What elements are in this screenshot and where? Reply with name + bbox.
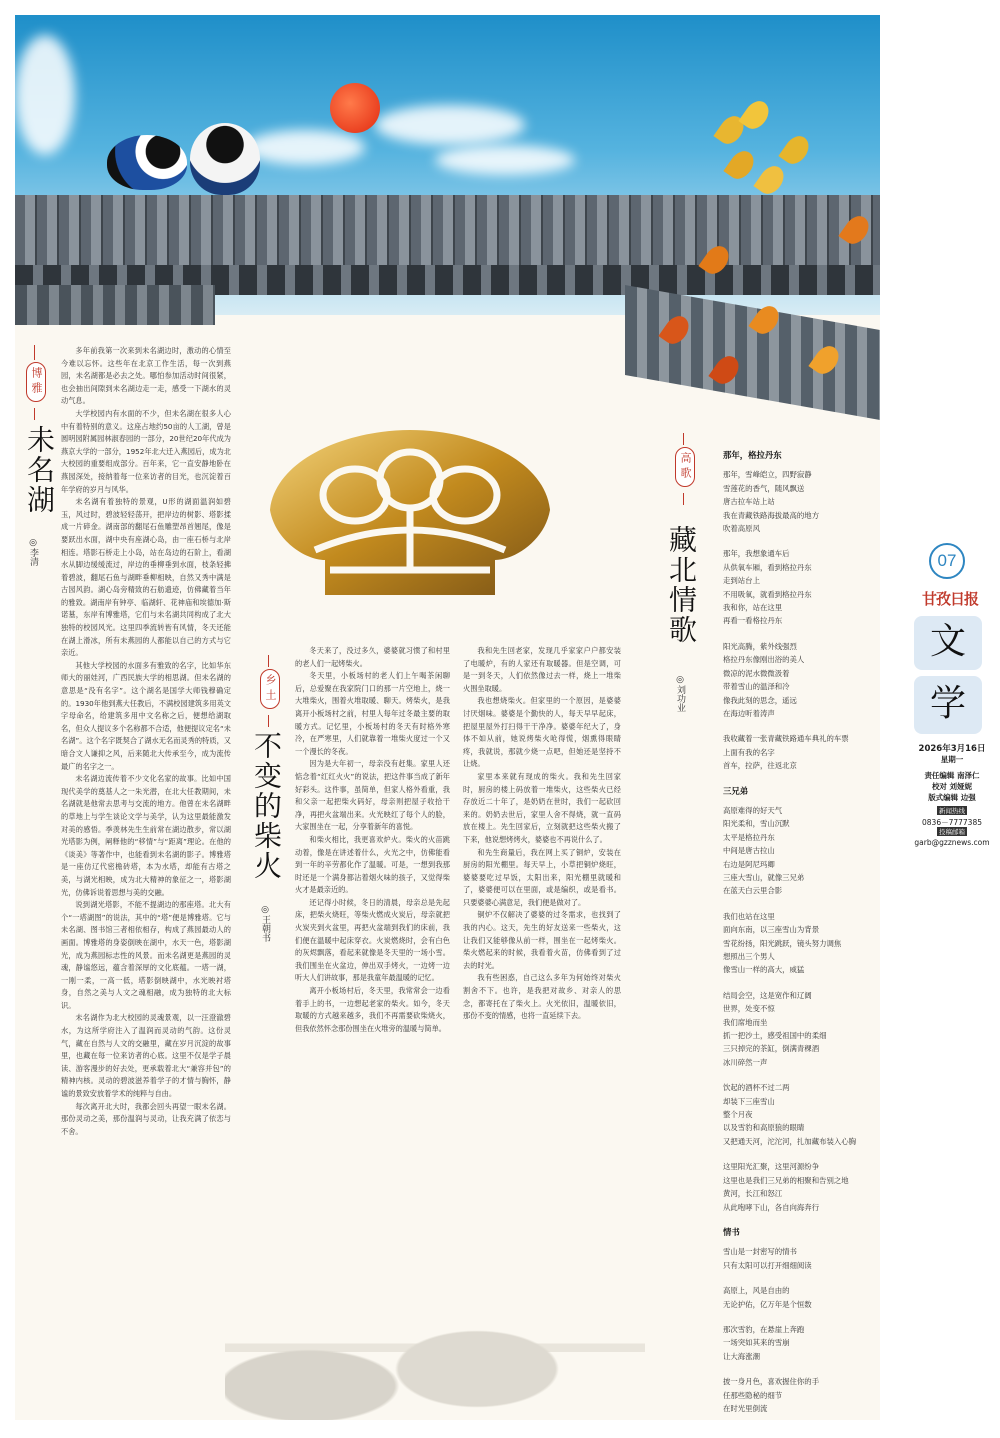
poem-column	[723, 443, 880, 1420]
poem-line: 上面有我的名字	[723, 747, 775, 757]
paragraph: 因为是大年初一，母亲没有赶集。家里人还惦念着“红红火火”的说法，把这件事当成了新年好彩头。这件事，虽简单，但家人格外看重，我和父亲一起把柴火码好，母亲则把屋子收拾干净，再把火盆端出来。火光映红了每个人的脸，大家围坐在一起，分享着新年的喜悦。	[295, 759, 450, 832]
poem-line: 太平是格拉丹东	[723, 832, 775, 842]
poem-line: 唐古拉车站上站	[723, 497, 775, 507]
hotline-label: 新闻热线	[939, 807, 965, 815]
poem-line: 冰川碎然一声	[723, 1057, 768, 1067]
poem-line: 右边是阿尼玛卿	[723, 859, 775, 869]
poem-heading: 情书	[723, 1226, 740, 1237]
article-body-weiminghu	[61, 345, 231, 1420]
editor-credit: 责任编辑 南泽仁	[924, 771, 980, 780]
poem-heading: 三兄弟	[723, 785, 749, 796]
poem-line: 那年，我想象通车后	[723, 549, 790, 559]
paragraph: 冬天来了，没过多久，婆婆就习惯了和村里的老人们一起烤柴火。	[295, 646, 450, 668]
landscape-sketch	[225, 1250, 645, 1420]
magpie-bird-left	[107, 135, 187, 190]
stanza	[723, 804, 880, 898]
window-lattice-ornament	[255, 410, 565, 605]
poem-line: 想照出三个男人	[723, 952, 775, 961]
newspaper-logo: 甘孜日报	[921, 590, 978, 608]
magpie-bird-right	[190, 123, 260, 195]
poem-line: 面向东南，以三座雪山为背景	[723, 925, 820, 935]
poem-line: 任那些隐秘的细节	[723, 1390, 783, 1400]
paragraph: 未名湖作为北大校园的灵魂景观，以一汪澄澈碧水，为这所学府注入了温润而灵动的气韵。这份灵气，藏在自然与人文的交融里，藏在岁月沉淀的故事里，也藏在每一位来访者的心底。这里不仅是学子晨读、游客漫步的好去处，更承载着北大“兼容并包”的精神内核。灵动的碧波滋养着学子的才情与胸怀，静谧的景致安放着学术的纯粹与自由。	[61, 1013, 231, 1099]
stanza	[723, 732, 880, 772]
section-title-char-2: 学	[914, 676, 982, 734]
stanza	[723, 468, 880, 535]
section-title-char-1: 文	[914, 616, 982, 670]
author-name: ◎李清	[28, 538, 38, 566]
poem-line: 高原难得的好天气	[723, 805, 783, 815]
poem-line: 吹着高原风	[723, 524, 760, 534]
stanza	[723, 910, 880, 977]
paragraph: 还记得小时候，冬日的清晨，母亲总是先起床，把柴火烧旺，等柴火燃成火炭后，母亲就把火炭夹到火盆里，再把火盆端到我们的床前，我们便在温暖中起床穿衣。火炭燃烧时，会有白色的灰烬飘落，看起来就像是冬天里的一场小雪。我们围坐在火盆边，伸出双手烤火，一边烤一边听大人们讲故事，那是我童年最温暖的记忆。	[295, 897, 450, 983]
stanza	[723, 1323, 880, 1363]
poem-line: 阳光高腾，紫外线强烈	[723, 641, 797, 651]
article-body-chaihuo-col2	[463, 645, 621, 1255]
poem-line: 我和你，站在这里	[723, 603, 783, 613]
poem-line: 在时光里倒流	[723, 1403, 768, 1413]
poem-line: 却装下三座雪山	[723, 1096, 775, 1106]
paragraph: 其他大学校园的水面多有雅致的名字，比如华东师大的丽娃河，广西民族大学的相思湖。但未名湖的意思是“没有名字”。这个湖名是国学大师钱穆确定的。1930年他到燕大任教后，不满校园建筑多用英文字母命名，给建筑多用中文名称之后，便想给湖取名，但众人提议多个名称都不合适，他便提议定名“未名湖”。这个名字既契合了湖水无名而灵秀的特质，又暗合文人谦抑之风，后来随北大传承至今，成为流传最广的名字之一。	[61, 660, 231, 771]
author-name: ◎刘功业	[675, 675, 685, 712]
stanza	[723, 1375, 880, 1415]
poem-line: 让大海涨潮	[723, 1351, 760, 1361]
poem-line: 在蓝天白云里合影	[723, 886, 783, 896]
paragraph: 我有些困惑，自己这么多年为何始终对柴火割舍不下。也许，是我把对故乡、对亲人的思念，都寄托在了柴火上。火光依旧，温暖依旧，那份不变的情感，也将一直延续下去。	[463, 973, 621, 1021]
paragraph: 未名湖边流传着不少文化名家的故事。比如中国现代美学的奠基人之一朱光潜，在北大任教期间，未名湖就是他常去思考与交流的地方。他曾在未名湖畔的草地上与学生谈论文学与美学，认为这里最能激发对美的感悟。季羡林先生生前常在湖边散步，常以湖光塔影为例，阐释他的“移情”与“距离”理论。在他的《谈美》等著作中，也能看到未名湖的影子。博雅塔是一座仿辽代密檐砖塔，本为水塔，却能有古塔之美，与湖光相映，成为北大精神的象征之一，塔影湖光，仿佛诉说着思想与美的交融。	[61, 774, 231, 897]
poem-line: 像雪山一样的高大，威猛	[723, 965, 805, 975]
column-tag-gaoge: 高歌	[675, 447, 695, 487]
author-name: ◎王朝书	[260, 905, 270, 942]
poem-line: 一场突如其来的雪崩	[723, 1338, 790, 1348]
roof-left-wing	[15, 285, 215, 325]
poem-line: 无论护佑，亿万年是个恒数	[723, 1299, 812, 1309]
column-tag-xiangtu: 乡土	[260, 669, 280, 709]
sun-illustration	[330, 83, 380, 133]
paragraph: 冬天里，小板场村的老人们上午喝茶闲聊后，总爱聚在我家院门口的那一片空地上，烧一大堆柴火，围着火堆取暖、聊天。烤柴火，是我离开小板场村之前，村里人每年过冬最主要的取暖方式。记忆里，小板场村的冬天有时格外寒冷，在严寒里，人们就靠着一堆柴火度过一个又一个漫长的冬夜。	[295, 671, 450, 756]
paragraph: 多年前我第一次来到未名湖边时，激动的心情至今难以忘怀。这些年在北京工作生活，每一次到燕园，未名湖都是必去之处。哪怕参加活动时间很紧，也会抽出间隙到未名湖边走一走，感受一下湖水的灵动气息。	[61, 346, 231, 406]
poem-line: 我们也站在这里	[723, 911, 775, 921]
poem-line: 只有太阳可以打开细细阅读	[723, 1260, 812, 1270]
stanza	[723, 547, 880, 627]
paragraph: 每次离开北大时，我都会回头再望一眼未名湖。那份灵动之美，那份温润与灵动，让我充满了依恋与不舍。	[61, 1101, 231, 1136]
poem-line: 抓一把沙土，感受祖国中的柔细	[723, 1031, 827, 1041]
stanza	[723, 1284, 880, 1311]
paragraph: 未名湖有着独特的景观，U形的湖面温润如碧玉，风过时，碧波轻轻荡开，把岸边的树影、塔影揉成一片碎金。湖南部的翻尾石鱼雕塑昂首翘尾，像是要跃出水面，湖中央有座湖心岛，由一座石桥与北岸相连。塔影石桥走上小岛，站在岛边的石阶上，看湖水从脚边缓缓流过，岸边的垂柳垂到水面，枝条轻拂着碧波，翻尾石鱼与湖畔垂柳相映，自然又秀中满是古园风韵。湖心岛旁精致的石舫遗迹，仿佛藏着当年的雅致。湖南岸有钟亭、临湖轩、花神庙和埃德加·斯诺墓，东岸有博雅塔，它们与未名湖共同构成了北大独特的校园风光。这里四季流转皆有风情，冬天还能在湖上滑冰，所有未燕园的人都能以自己的方式与它亲近。	[61, 497, 231, 658]
poem-line: 饮起的酒杯不过二两	[723, 1083, 790, 1093]
paragraph: 我也想烧柴火。但家里的一个原因，是婆婆讨厌烟味。婆婆是个勤快的人，每天早早起床，把屋里屋外打扫得干干净净。婆婆年纪大了，身体不如从前，她说烤柴火呛得慌，烟熏得眼睛疼，我就说，那就少烧一点吧，但她还是坚持不让烧。	[463, 696, 621, 769]
poem-line: 整个月夜	[723, 1110, 753, 1120]
paragraph: 大学校园内有水面的不少，但未名湖在很多人心中有着特别的意义。这座占地约50亩的人工湖，曾是圆明园附属园林淑春园的一部分，20世纪20年代成为燕京大学的一部分，1952年北大迁入燕园后，成为北大校园的重要组成部分。百年来，它一直安静地卧在燕园深处，接纳着每一位来访者的目光，也沉淀着百年学府的岁月与风华。	[61, 408, 231, 494]
poem-line: 阳光柔和，雪山沉默	[723, 819, 790, 829]
stanza	[723, 640, 880, 720]
poem-heading: 那年，格拉丹东	[723, 450, 782, 460]
poem-line: 格拉丹东像刚出浴的美人	[723, 655, 805, 665]
poem-line: 从供氧车厢，看到格拉丹东	[723, 562, 812, 572]
poem-line: 再看一看格拉丹东	[723, 616, 783, 626]
stanza	[723, 1245, 880, 1272]
poem-line: 以及雪豹和高原狼的眼睛	[723, 1123, 805, 1133]
newspaper-page	[15, 15, 880, 1420]
paragraph: 家里本来就有现成的柴火。我和先生回家时，厨房的楼上码放着一堆柴火，这些柴火已经存放近二十年了，是奶奶在世时，我们一起砍回来的。奶奶去世后，家里人舍不得烧，就一直码放在楼上。先生回家后，立刻就把这些柴火搬了下来，他说想烤烤火，婆婆也不再说什么了。	[463, 771, 621, 844]
poem-line: 结局会空，这是宽作和辽阔	[723, 990, 812, 1000]
poem-line: 披一身月色，喜欢握住你的手	[723, 1377, 820, 1387]
page-number-badge: 07	[929, 543, 965, 579]
poem-line: 在海边听着涛声	[723, 708, 775, 718]
article-title: 不变的柴火	[250, 731, 283, 881]
poem-line: 三只掉完的茶缸，倒满青稞酒	[723, 1044, 820, 1054]
paragraph: 和先生商量后，我在网上买了铜炉，安装在厨房的阳光棚里。每天早上，小草把铜炉烧旺，婆婆要吃过早饭，太阳出来，阳光棚里就暖和了，婆婆便可以在里面，或是编织，或是看书。只要婆婆心满意足，我们便是做对了。	[463, 847, 621, 907]
poem-line: 从此咆哮下山，各自向海奔行	[723, 1202, 820, 1212]
poem-line: 雪莲花的香气，随风飘送	[723, 483, 805, 493]
poem-line: 微凉的泥水微微汲着	[723, 668, 790, 678]
issue-weekday: 星期一	[940, 755, 964, 764]
paragraph: 铜炉不仅解决了婆婆的过冬需求，也找到了我的内心。这天，先生的好友送来一些柴火，这让我们又能够像从前一样，围坐在一起烤柴火。柴火燃起来的时候，我看着火苗，仿佛看到了过去的时光。	[463, 910, 621, 970]
article-body-chaihuo-col1	[295, 645, 450, 1255]
poem-line: 雪山是一封密写的情书	[723, 1247, 797, 1257]
poem-line: 这里也是我们三兄弟的相聚和告别之地	[723, 1175, 849, 1185]
phone-number: 0836－7777385	[922, 818, 982, 827]
email-address[interactable]: garb@gzznews.com	[914, 838, 990, 847]
poem-line: 首车，拉萨，往返北京	[723, 761, 797, 771]
paragraph: 离开小板场村后，冬天里，我常常会一边看着手上的书，一边想起老家的柴火。如今，冬天取暖的方式越来越多，我们不再需要砍柴烧火，但我依然怀念那份围坐在火堆旁的温暖与简单。	[295, 986, 450, 1033]
poem-line: 世界，处变不惊	[723, 1004, 775, 1014]
issue-date: 2026年3月16日	[918, 744, 986, 754]
stanza	[723, 989, 880, 1069]
paragraph: 说到湖光塔影，不能不提湖边的那座塔。北大有个“一塔湖图”的说法，其中的“塔”便是博雅塔。它与未名湖、图书馆三者相依相存，构成了燕园最动人的画面。博雅塔的身姿倒映在湖中，水天一色，塔影湖光，成为燕园标志性的风景。而未名湖更是燕园的灵魂，静谧悠远，蕴含着深厚的文化底蕴。一塔一湖，一刚一柔，一高一低，塔影倒映湖中，水光映衬塔身，自然之美与人文之魂相融，成为独特的北大标识。	[61, 900, 231, 1010]
email-label: 投稿邮箱	[939, 828, 965, 836]
poem-line: 带着雪山的温泽和冷	[723, 682, 790, 692]
poem-line: 我们席地而坐	[723, 1017, 768, 1027]
poem-line: 走到站台上	[723, 576, 760, 586]
poem-line: 那年，雪峰皑立，四野寂静	[723, 470, 812, 480]
proof-credit: 校对 刘娅妮	[931, 782, 973, 791]
paragraph: 我和先生回老家，发现几乎家家户户都安装了电暖炉，有的人家还有取暖器。但是空调，可是一到冬天，人们依然像过去一样，烧上一堆柴火围坐取暖。	[463, 646, 621, 693]
column-tag-boya: 博雅	[26, 362, 46, 402]
paragraph: 和柴火相比，我更喜欢炉火。柴火的火苗跳动着，像是在讲述着什么，火光之中，仿佛能看到一年的辛劳都化作了温暖。可是，一想到我那时还是一个满身都沾着烟火味的孩子，又觉得柴火才是最亲近的。	[295, 834, 450, 895]
poem-line: 像我此刻的思念，遥远	[723, 695, 797, 705]
poem-line: 三座大雪山，就像三兄弟	[723, 872, 805, 882]
stanza	[723, 1081, 880, 1148]
poem-line: 不用吸氧，就看到格拉丹东	[723, 589, 812, 599]
poem-line: 又把通天河，沱沱河，扎加藏布装入心胸	[723, 1136, 857, 1146]
poem-line: 这里阳光汇聚，这里河源纷争	[723, 1162, 820, 1172]
poem-line: 那次雪豹，在悬崖上奔跑	[723, 1324, 805, 1334]
poem-line: 雪花纷扬，阳光跳跃，镜头努力调焦	[723, 938, 842, 948]
article-title: 未名湖	[23, 425, 56, 515]
article-title: 藏北情歌	[665, 525, 698, 645]
poem-line: 中间是唐古拉山	[723, 846, 775, 856]
layout-credit: 版式编辑 边强	[928, 793, 976, 802]
stanza	[723, 1160, 880, 1214]
poem-line: 高原上，风是自由的	[723, 1286, 790, 1296]
poem-line: 我在青藏铁路海拔最高的地方	[723, 510, 820, 520]
poem-line: 黄河，长江和怒江	[723, 1189, 783, 1199]
poem-line: 我收藏着一张青藏铁路通车典礼的车票	[723, 734, 849, 744]
